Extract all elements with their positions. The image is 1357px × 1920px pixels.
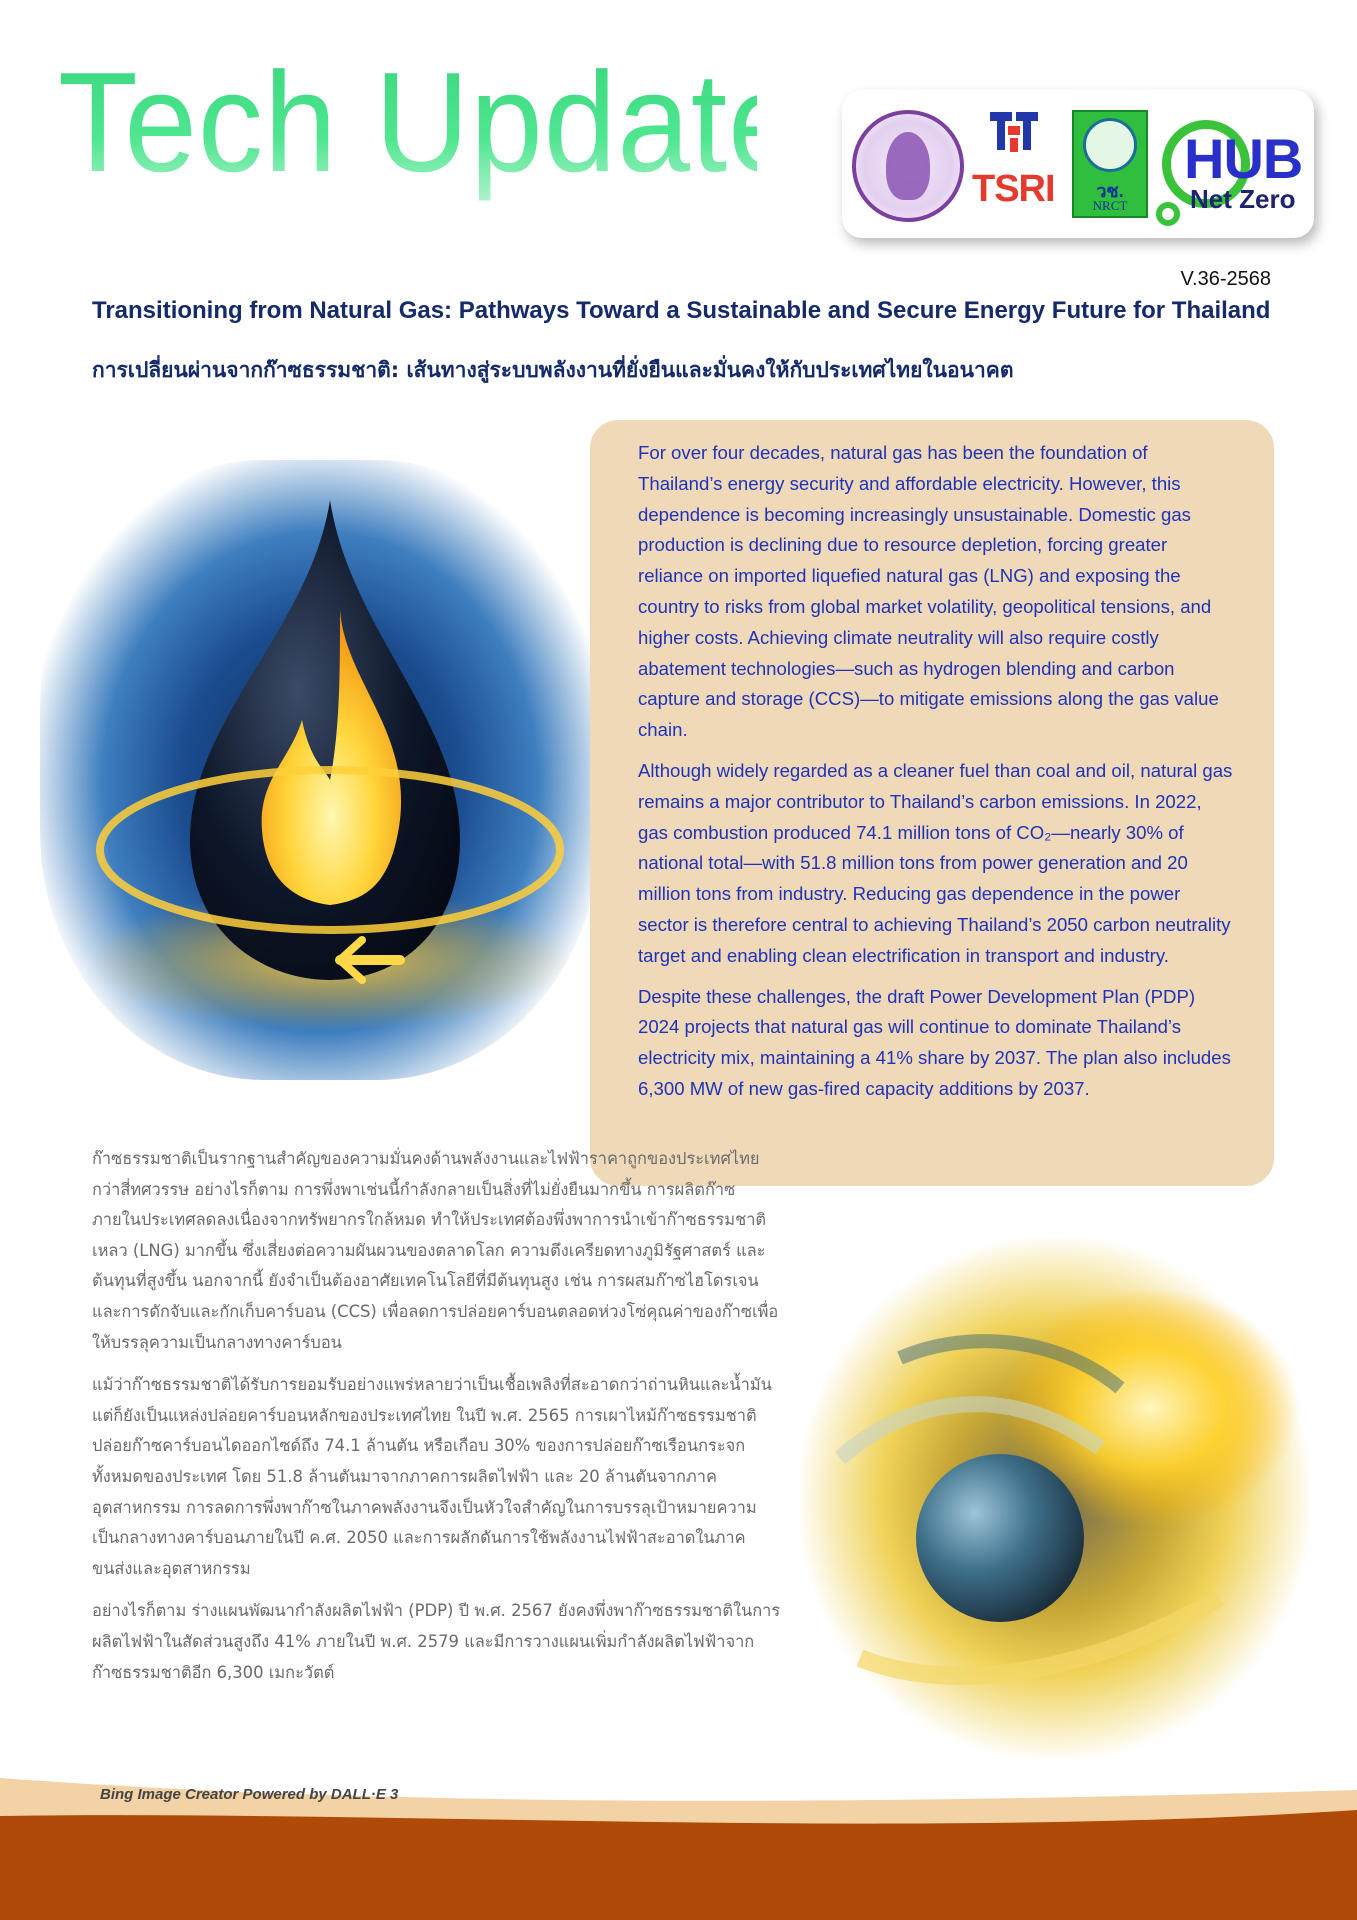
tsri-logo-text: TSRI <box>972 168 1055 210</box>
flame-droplet-icon <box>40 460 600 1080</box>
masthead-title: Tech Update <box>58 48 757 248</box>
hub-logo-subtext: Net Zero <box>1190 184 1296 214</box>
nrct-logo-thai-text: วช. <box>1096 181 1124 201</box>
thai-paragraph-3: อย่างไรก็ตาม ร่างแผนพัฒนากำลังผลิตไฟฟ้า (PDP) ปี พ.ศ. 2567 ยังคงพึ่งพาก๊าซธรรมชาติในการผลิตไฟฟ้าในสัดส่วนสูงถึง 41% ภายในปี พ.ศ. 2579 และมีการวางแผนเพิ่มกำลังผลิตไฟฟ้าจากก๊าซธรรมชาติอีก 6,300 เมกะวัตต์ <box>92 1601 781 1682</box>
tsri-logo <box>970 110 1060 222</box>
headline-english: Transitioning from Natural Gas: Pathways Toward a Sustainable and Secure Energy Future for Thailand <box>92 297 1271 324</box>
mhesi-seal-logo <box>852 110 964 222</box>
hub-net-zero-logo <box>1154 98 1312 230</box>
headline-thai: การเปลี่ยนผ่านจากก๊าซธรรมชาติ: เส้นทางสู่ระบบพลังงานที่ยั่งยืนและมั่นคงให้กับประเทศไทยในอนาคต <box>92 358 1014 382</box>
callout-paragraph-1: For over four decades, natural gas has been the foundation of Thailand’s energy security and affordable electricity. However, this dependence is becoming increasingly unsustainable. Domestic gas production is declining due to resource depletion, forcing greater reliance on imported liquefied natural gas (LNG) and exposing the country to risks from global market volatility, geopolitical tensions, and higher costs. Achieving climate neutrality will also require costly abatement technologies—such as hydrogen blending and carbon capture and storage (CCS)—to mitigate emissions along the gas value chain. <box>638 442 1219 741</box>
tsri-mark-icon <box>988 110 1040 164</box>
english-summary-callout <box>590 420 1274 1186</box>
thai-article-body <box>92 1144 784 1700</box>
thai-paragraph-1: ก๊าซธรรมชาติเป็นรากฐานสำคัญของความมั่นคงด้านพลังงานและไฟฟ้าราคาถูกของประเทศไทยกว่าสี่ทศวรรษ อย่างไรก็ตาม การพึ่งพาเช่นนี้กำลังกลายเป็นสิ่งที่ไม่ยั่งยืนมากขึ้น การผลิตก๊าซภายในประเทศลดลงเนื่องจากทรัพยากรใกล้หมด ทำให้ประเทศต้องพึ่งพาการนำเข้าก๊าซธรรมชาติเหลว (LNG) มากขึ้น ซึ่งเสี่ยงต่อความผันผวนของตลาดโลก ความตึงเครียดทางภูมิรัฐศาสตร์ และต้นทุนที่สูงขึ้น นอกจากนี้ ยังจำเป็นต้องอาศัยเทคโนโลยีที่มีต้นทุนสูง เช่น การผสมก๊าซไฮโดรเจนและการดักจับและกักเก็บคาร์บอน (CCS) เพื่อลดการปล่อยคาร์บอนตลอดห่วงโซ่คุณค่าของก๊าซเพื่อให้บรรลุความเป็นกลางทางคาร์บอน <box>92 1149 779 1352</box>
nrct-logo <box>1072 110 1148 218</box>
partner-logos-panel <box>842 90 1314 238</box>
callout-paragraph-2: Although widely regarded as a cleaner fuel than coal and oil, natural gas remains a major contributor to Thailand’s carbon emissions. In 2022, gas combustion produced 74.1 million tons of CO₂—nearly 30% of national total—with 51.8 million tons from power generation and 20 million tons from industry. Reducing gas dependence in the power sector is therefore central to achieving Thailand’s 2050 carbon neutrality target and enabling clean electrification in transport and industry. <box>638 759 1233 966</box>
nrct-seal-icon <box>1083 118 1137 172</box>
image-credit: Bing Image Creator Powered by DALL·E 3 <box>100 1786 399 1803</box>
nrct-logo-english-text: NRCT <box>1092 198 1128 213</box>
earth-energy-illustration <box>800 1238 1310 1758</box>
flame-droplet-illustration <box>40 460 600 1080</box>
issue-version: V.36-2568 <box>1180 268 1271 290</box>
earth-globe-icon <box>800 1238 1310 1758</box>
hub-logo-text: HUB <box>1184 127 1303 190</box>
thai-paragraph-2: แม้ว่าก๊าซธรรมชาติได้รับการยอมรับอย่างแพร่หลายว่าเป็นเชื้อเพลิงที่สะอาดกว่าถ่านหินและน้ำมัน แต่ก็ยังเป็นแหล่งปล่อยคาร์บอนหลักของประเทศไทย ในปี พ.ศ. 2565 การเผาไหม้ก๊าซธรรมชาติปล่อยก๊าซคาร์บอนไดออกไซด์ถึง 74.1 ล้านตัน หรือเกือบ 30% ของการปล่อยก๊าซเรือนกระจกทั้งหมดของประเทศ โดย 51.8 ล้านตันมาจากภาคการผลิตไฟฟ้า และ 20 ล้านตันจากภาคอุตสาหกรรม การลดการพึ่งพาก๊าซในภาคพลังงานจึงเป็นหัวใจสำคัญในการบรรลุเป้าหมายความเป็นกลางทางคาร์บอนภายในปี ค.ศ. 2050 และการผลักดันการใช้พลังงานไฟฟ้าสะอาดในภาคขนส่งและอุตสาหกรรม <box>92 1375 772 1578</box>
callout-paragraph-3: Despite these challenges, the draft Power Development Plan (PDP) 2024 projects that natural gas will continue to dominate Thailand’s electricity mix, maintaining a 41% share by 2037. The plan also includes 6,300 MW of new gas-fired capacity additions by 2037. <box>638 985 1231 1099</box>
